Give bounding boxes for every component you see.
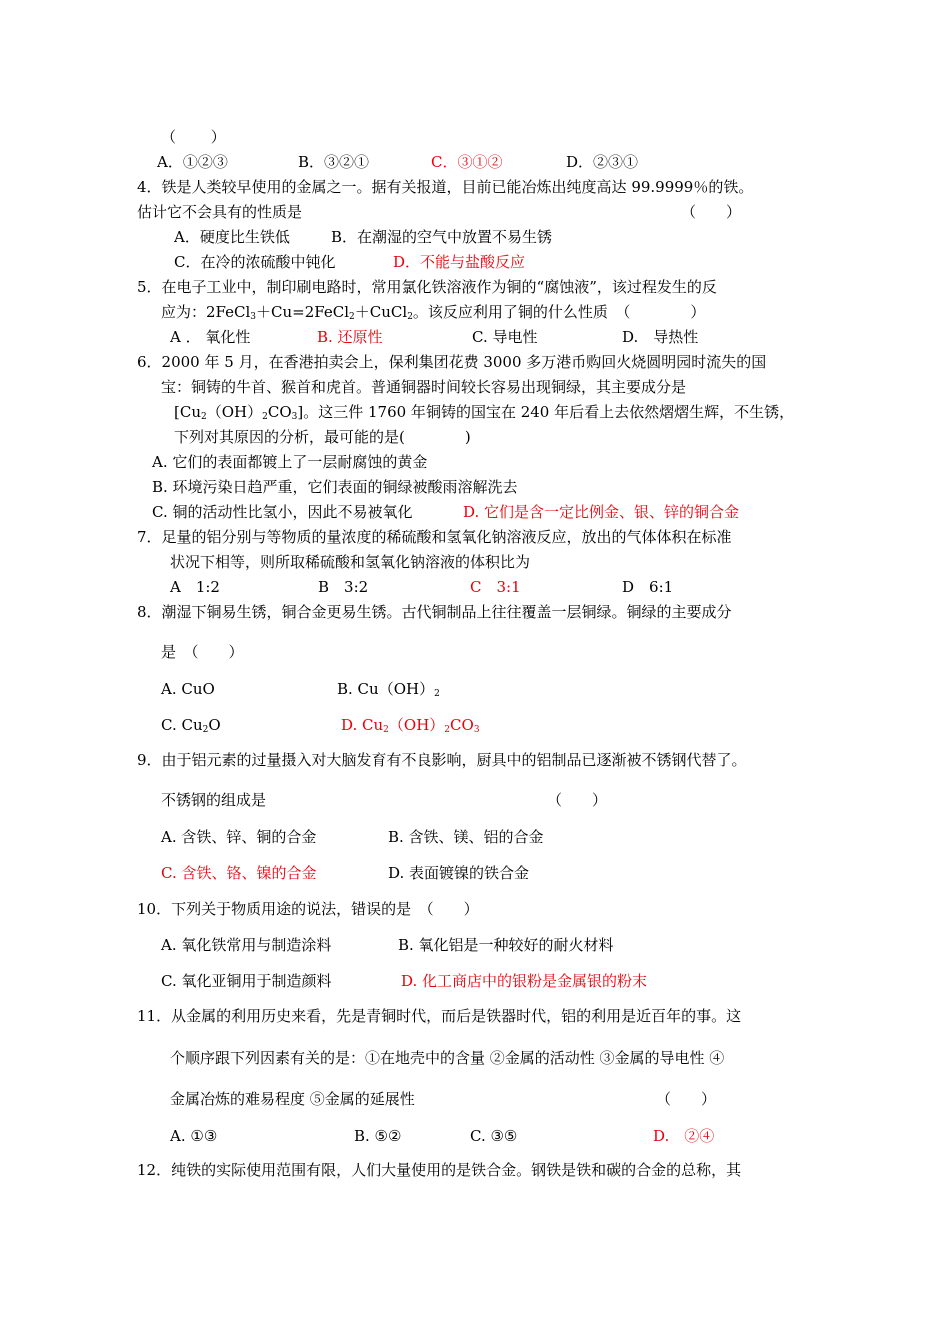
q8-text: D. Cu [341,716,384,734]
q7-option-c-answer: C 3:1 [470,578,521,596]
q5-text: ＋CuCl [354,303,408,321]
q5-stem-line1: 5．在电子工业中，制印刷电路时，常用氯化铁溶液作为铜的“腐蚀液”，该过程发生的反 [137,278,717,296]
q7-option-d: D 6:1 [622,578,674,596]
q9-option-d: D. 表面镀镍的铁合金 [388,864,530,882]
q8-sub: 3 [473,725,480,735]
q9-paren: （ ） [547,791,608,809]
q8-sub: 2 [202,725,209,735]
q6-option-d-answer: D. 它们是含一定比例金、银、锌的铜合金 [463,503,740,521]
q8-stem-line1: 8．潮湿下铜易生锈，铜合金更易生锈。古代铜制品上往往覆盖一层铜绿。铜绿的主要成分 [137,603,732,621]
q11-option-a: A. ①③ [170,1127,218,1145]
q10-option-a: A. 氧化铁常用与制造涂料 [161,936,332,954]
q9-option-c-answer: C. 含铁、铬、镍的合金 [161,864,317,882]
q6-option-c: C. 铜的活动性比氢小，因此不易被氧化 [152,503,413,521]
q5-text: ＋Cu=2FeCl [256,303,350,321]
q11-option-b: B. ⑤② [354,1127,402,1145]
q5-option-b-answer: B. 还原性 [317,328,383,346]
q4-stem-line2: 估计它不会具有的性质是 [137,203,303,221]
q4-stem-line1: 4．铁是人类较早使用的金属之一。据有关报道，目前已能冶炼出纯度高达 99.9999％的铁。 [137,178,754,196]
q8-text: CO [450,716,474,734]
q8-text: （OH） [388,716,445,734]
q6-text: [Cu [174,403,201,421]
q5-option-c: C. 导电性 [472,328,538,346]
q8-option-b [337,679,440,699]
q4-option-c: C．在冷的浓硫酸中钝化 [174,253,336,271]
q5-sub: 3 [250,312,257,322]
q3-option-c-answer: C．③①② [431,153,503,171]
q10-option-c: C. 氧化亚铜用于制造颜料 [161,972,332,990]
q3-option-d: D．②③① [566,153,639,171]
q12-stem-line1: 12．纯铁的实际使用范围有限，人们大量使用的是铁合金。钢铁是铁和碳的合金的总称，其 [137,1161,742,1179]
q6-text: ]。这三件 1760 年铜铸的国宝在 240 年后看上去依然熠熠生辉，不生锈， [297,403,795,421]
q8-sub: 2 [444,725,451,735]
q6-stem-line3 [174,402,794,422]
q8-sub: 2 [434,689,440,699]
q5-text: 应为：2FeCl [161,303,251,321]
q8-text: C. Cu [161,716,203,734]
q6-sub: 3 [291,412,298,422]
q10-stem: 10．下列关于物质用途的说法，错误的是 （ ） [137,900,479,918]
q9-stem-line2: 不锈钢的组成是 [161,791,267,809]
q6-text: （OH） [206,403,263,421]
q3-option-b: B．③②① [298,153,370,171]
q4-option-d-answer: D．不能与盐酸反应 [393,253,526,271]
q3-paren: （ ） [161,128,226,146]
q8-text: O [208,716,221,734]
q11-stem-line1: 11．从金属的利用历史来看，先是青铜时代，而后是铁器时代，铝的利用是近百年的事。这 [137,1007,742,1025]
q11-stem-line3: 金属冶炼的难易程度 ⑤金属的延展性 [170,1090,415,1108]
q6-stem-line2: 宝：铜铸的牛首、猴首和虎首。普通铜器时间较长容易出现铜绿，其主要成分是 [161,378,687,396]
q5-sub: 2 [407,312,413,322]
q7-option-b: B 3:2 [318,578,369,596]
q6-sub: 2 [262,412,268,422]
q6-option-b: B. 环境污染日趋严重，它们表面的铜绿被酸雨溶解洗去 [152,478,518,496]
q5-sub: 2 [349,312,355,322]
q9-option-b: B. 含铁、镁、铝的合金 [388,828,544,846]
q10-option-b: B. 氧化铝是一种较好的耐火材料 [398,936,614,954]
q6-stem-line1: 6．2000 年 5 月，在香港拍卖会上，保利集团花费 3000 多万港币购回火烧圆明园时流失的国 [137,353,767,371]
q6-sub: 2 [201,412,207,422]
q9-stem-line1: 9．由于铝元素的过量摄入对大脑发育有不良影响，厨具中的铝制品已逐渐被不锈钢代替了。 [137,751,747,769]
q4-option-a: A．硬度比生铁低 [174,228,290,246]
q5-stem-line2 [161,302,705,322]
q4-option-b: B．在潮湿的空气中放置不易生锈 [331,228,553,246]
q5-option-a: A ． 氧化性 [170,328,251,346]
q10-option-d-answer: D. 化工商店中的银粉是金属银的粉末 [401,972,648,990]
q8-option-c [161,715,221,735]
q7-stem-line1: 7．足量的铝分别与等物质的量浓度的稀硫酸和氢氧化钠溶液反应，放出的气体体积在标准 [137,528,732,546]
q6-stem-line4: 下列对其原因的分析，最可能的是( ) [174,428,471,446]
q11-paren: （ ） [656,1090,717,1108]
q8-option-d-answer [341,715,480,735]
q5-text: 。该反应利用了铜的什么性质 （ ） [412,303,706,321]
q3-option-a: A．①②③ [157,153,228,171]
q8-sub: 2 [383,725,389,735]
q8-text: B. Cu（OH） [337,680,435,698]
q9-option-a: A. 含铁、锌、铜的合金 [161,828,317,846]
q6-option-a: A. 它们的表面都镀上了一层耐腐蚀的黄金 [152,453,428,471]
q5-option-d: D. 导热性 [622,328,699,346]
q11-option-d-answer: D. ②④ [653,1127,715,1145]
q7-option-a: A 1:2 [170,578,220,596]
q11-option-c: C. ③⑤ [470,1127,518,1145]
q8-option-a: A. CuO [161,680,215,698]
q8-stem-line2: 是 （ ） [161,643,244,661]
q4-paren: （ ） [681,203,742,221]
q11-stem-line2: 个顺序跟下列因素有关的是：①在地壳中的含量 ②金属的活动性 ③金属的导电性 ④ [170,1049,725,1067]
q6-text: CO [267,403,292,421]
q7-stem-line2: 状况下相等，则所取稀硫酸和氢氧化钠溶液的体积比为 [170,553,531,571]
